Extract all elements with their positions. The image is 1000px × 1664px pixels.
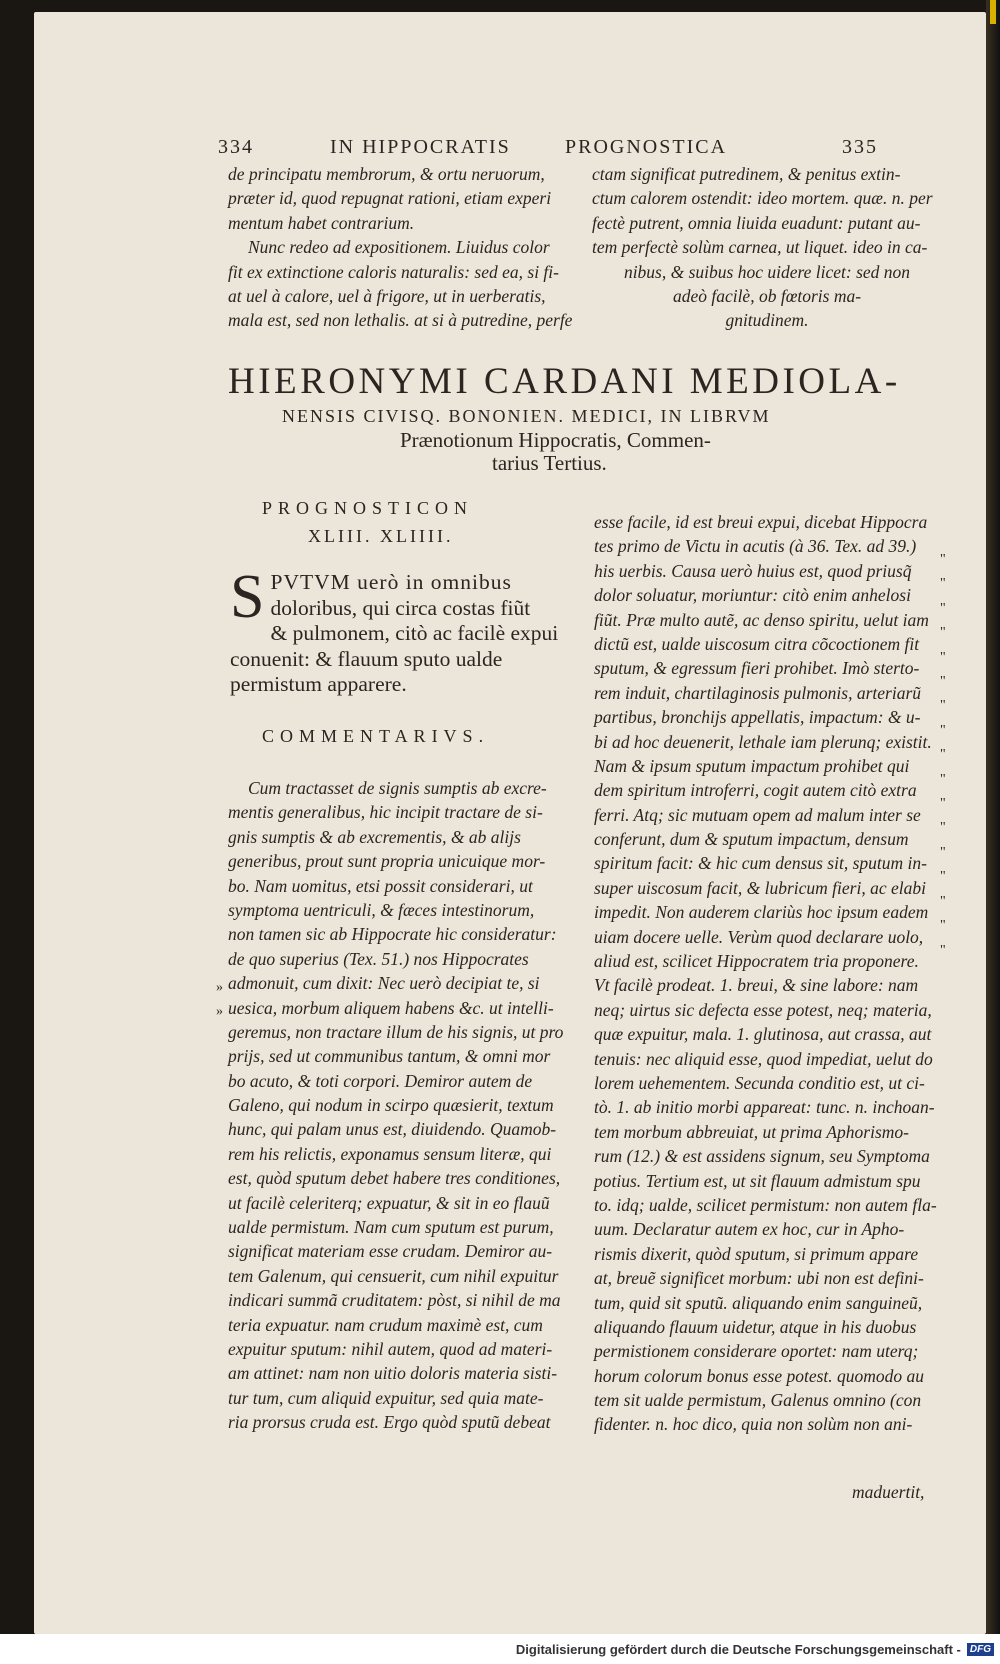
left-quote-mark-2: » [216,1004,223,1019]
text-line: rem his relictis, exponamus sensum literæ, qui [228,1143,552,1164]
text-line: tur tum, cum aliquid expuitur, sed quia mate- [228,1387,544,1408]
quote-mark: " [940,552,946,567]
text-line: Nam & ipsum sputum impactum prohibet qui [594,755,910,776]
quote-mark: " [940,698,946,714]
text-line: uum. Declaratur autem ex hoc, cur in Apho- [594,1219,905,1240]
text-line: impedit. Non auderem clariùs hoc ipsum eadem [594,902,929,923]
quote-mark: " [940,674,946,690]
text-line: est, quòd sputum debet habere tres conditiones, [228,1168,561,1189]
text-line: quæ expuitur, mala. 1. glutinosa, aut crassa, aut [594,1024,932,1045]
section-numbers: XLIII. XLIIII. [308,526,454,546]
text-line: tum, quid sit sputũ. aliquando enim sanguineũ, [594,1292,923,1313]
text-line: geremus, non tractare illum de his signis, ut pro [228,1021,564,1042]
text-line: ria prorsus cruda est. Ergo quòd sputũ debeat [228,1412,551,1433]
quote-mark: " [940,771,946,787]
text-line: super uiscosum facit, & lubricum fieri, ac elabi [594,877,926,898]
text-line: non tamen sic ab Hippocrate hic consideratur: [228,924,557,945]
text-line: ctam significat putredinem, & penitus extin- [592,164,901,184]
quote-mark: " [940,600,946,616]
quote-mark: " [940,576,946,592]
text-line: dem spiritum introferri, cogit autem citò extra [594,780,917,801]
quote-mark: " [940,625,946,641]
text-line: uesica, morbum aliquem habens &c. ut intelli- [228,997,554,1018]
drop-capital: S [230,563,265,631]
text-line: his uerbis. Causa uerò huius est, quod priusq̃ [594,560,912,581]
commentary-heading: COMMENTARIVS. [262,726,490,746]
catchword: maduertit, [852,1482,925,1502]
text-line: tes primo de Victu in acutis (à 36. Tex. ad 39.) [594,536,917,557]
text-line: to. idq; ualde, scilicet permistum: non autem fla- [594,1194,937,1215]
text-line: dictũ est, ualde uiscosum citra cõcoctionem fit [594,633,920,654]
lemma-line: permistum apparere. [230,672,407,697]
text-line: horum colorum bonus esse potest. quomodo au [594,1365,925,1386]
text-line: teria expuatur. nam crudum maximè est, cum [228,1314,543,1335]
text-line: fidenter. n. hoc dico, quia non solùm non ani- [594,1414,913,1435]
quote-mark: " [940,869,946,885]
text-line: nibus, & suibus hoc uidere licet: sed non [623,261,911,282]
marginal-quote-marks [940,548,946,963]
text-line: tenuis: nec aliquid esse, quod impediat, uelut do [594,1048,933,1069]
text-line: rismis dixerit, quòd sputum, si primum appare [594,1243,919,1264]
text-line: rum (12.) & est assidens signum, seu Symptoma [594,1146,930,1167]
text-line: potius. Tertium est, ut sit flauum admistum spu [594,1170,921,1191]
running-title-left: IN HIPPOCRATIS [330,136,511,158]
text-line: fiũt. Præ multo autẽ, ac denso spiritu, uelut iam [594,609,929,630]
text-line: præter id, quod repugnat rationi, etiam experi [228,188,552,209]
text-line: de quo superius (Tex. 51.) nos Hippocrates [228,948,529,969]
quote-mark: " [940,942,946,958]
commentary-title-line4: tarius Tertius. [492,451,607,475]
text-line: Nunc redeo ad expositionem. Liuidus color [248,237,550,258]
text-line: fit ex extinctione caloris naturalis: sed ea, si fi- [228,261,559,282]
quote-mark: " [940,844,946,860]
text-line: neq; uirtus sic defecta esse potest, neq; materia, [594,999,932,1020]
running-title-right: PROGNOSTICA [565,136,728,158]
top-left-column [228,162,572,333]
text-line: Vt facilè prodeat. 1. breui, & sine labore: nam [594,975,919,996]
quote-mark: " [940,820,946,836]
lemma-line: & pulmonem, citò ac facilè expui [270,621,559,646]
lemma-line: doloribus, qui circa costas fiũt [270,595,531,620]
text-line: bi ad hoc deuenerit, lethale iam plerunq; existit. [594,731,932,752]
text-line: Cum tractasset de signis sumptis ab excre- [248,778,547,798]
text-line: conferunt, dum & sputum impactum, densum [594,829,909,850]
text-line: tem morbum abbreuiat, ut prima Aphorismo- [594,1121,909,1142]
text-line: fectè putrent, omnia liuida euadunt: putant au- [592,212,921,233]
text-line: tò. 1. ab initio morbi appareat: tunc. n. inchoan- [594,1097,935,1118]
text-line: lorem uehementem. Secunda conditio est, ut ci- [594,1072,925,1093]
top-right-column [592,162,942,333]
lemma-line: conuenit: & flauum sputo ualde [230,646,503,671]
dfg-logo: DFG [967,1643,994,1656]
text-line: adeò facilè, ob fœtoris ma- [672,285,862,306]
text-line: hunc, qui palam unus est, diuidendo. Quamob- [228,1119,557,1140]
digitization-footer [0,1634,1000,1664]
text-line: prijs, sed ut communibus tantum, & omni mor [228,1046,551,1067]
commentary-title-line2: NENSIS CIVISQ. BONONIEN. MEDICI, IN LIBRVM [282,406,771,426]
text-line: at uel à calore, uel à frigore, ut in uerberatis, [228,285,546,306]
quote-mark: " [940,918,946,934]
text-line: am attinet: nam non uitio doloris materia sisti- [228,1363,558,1384]
text-line: ferri. Atq; sic mutuam opem ad malum inter se [594,804,921,825]
text-line: ualde permistum. Nam cum sputum est purum, [228,1217,554,1238]
commentary-title-line1: HIERONYMI CARDANI MEDIOLA- [228,361,901,402]
lemma-line: PVTVM uerò in omnibus [270,570,512,594]
text-line: rem induit, chartilaginosis pulmonis, arteriarũ [594,682,922,703]
text-line: symptoma uentriculi, & fæces intestinorum, [228,899,535,920]
quote-mark: " [940,747,946,763]
text-line: de principatu membrorum, & ortu neruorum, [228,164,545,184]
quote-mark: " [940,649,946,665]
text-line: aliud est, scilicet Hippocratem tria proponere. [594,951,919,972]
text-line: spiritum facit: & hic cum densus sit, sputum in- [594,853,927,874]
text-line: partibus, bronchijs appellatis, impactum: & u- [594,707,921,728]
left-quote-mark-1: » [216,980,223,995]
edge-color-mark [990,0,996,24]
book-spine-edge [986,0,1000,1634]
text-line: gnitudinem. [725,310,809,331]
text-line: dolor soluatur, moriuntur: citò enim anhelosi [594,585,911,606]
text-line: esse facile, id est breui expui, dicebat Hippocra [594,512,928,532]
text-line: expuitur sputum: nihil autem, quod ad materi- [228,1338,553,1359]
text-line: tem Galenum, qui censuerit, cum nihil expuitur [228,1265,559,1286]
text-line: permistionem considerare oportet: nam uterq; [594,1341,919,1362]
text-line: mentis generalibus, hic incipit tractare de si- [228,802,543,823]
quote-mark: " [940,893,946,909]
section-heading: PROGNOSTICON [262,498,474,518]
page-number-left: 334 [218,136,254,158]
commentary-right-column [594,510,940,1437]
quote-mark: " [940,722,946,738]
text-line: aliquando flauum uidetur, atque in his duobus [594,1316,917,1337]
text-line: significat materiam esse crudam. Demiror au- [228,1241,553,1262]
commentary-title-line3: Prænotionum Hippocratis, Commen- [400,428,711,452]
text-line: tem perfectè solùm carnea, ut liquet. ideo in ca- [592,237,928,258]
text-line: generibus, prout sunt propria unicuique mor- [228,851,546,872]
text-line: gnis sumptis & ab excrementis, & ab alijs [228,826,521,847]
commentary-left-column [228,776,576,1435]
text-line: uiam docere uelle. Verùm quod declarare uolo, [594,926,924,947]
text-line: ctum calorem ostendit: ideo mortem. quæ. n. per [592,188,933,209]
text-line: bo. Nam uomitus, etsi possit considerari, ut [228,875,533,896]
text-line: ut facilè celeriterq; expuatur, & sit in eo flauũ [228,1192,550,1213]
text-line: mala est, sed non lethalis. at si à putredine, perfe [228,310,573,331]
text-line: bo acuto, & toti corpori. Demiror autem de [228,1070,533,1091]
text-line: indicari summã cruditatem: pòst, si nihil de ma [228,1290,561,1311]
page-number-right: 335 [842,136,878,158]
lemma-text [230,563,574,698]
text-line: admonuit, cum dixit: Nec uerò decipiat te, si [228,973,540,994]
quote-mark: " [940,796,946,812]
text-line: mentum habet contrarium. [228,212,415,233]
text-line: at, breuẽ significet morbum: ubi non est defini- [594,1268,924,1289]
text-line: tem sit ualde permistum, Galenus omnino (con [594,1390,922,1411]
footer-credit: Digitalisierung gefördert durch die Deutsche Forschungsgemeinschaft - [515,1641,961,1657]
text-line: Galeno, qui nodum in scirpo quæsierit, textum [228,1095,554,1116]
text-line: sputum, & egressum fieri prohibet. Imò sterto- [594,658,920,679]
